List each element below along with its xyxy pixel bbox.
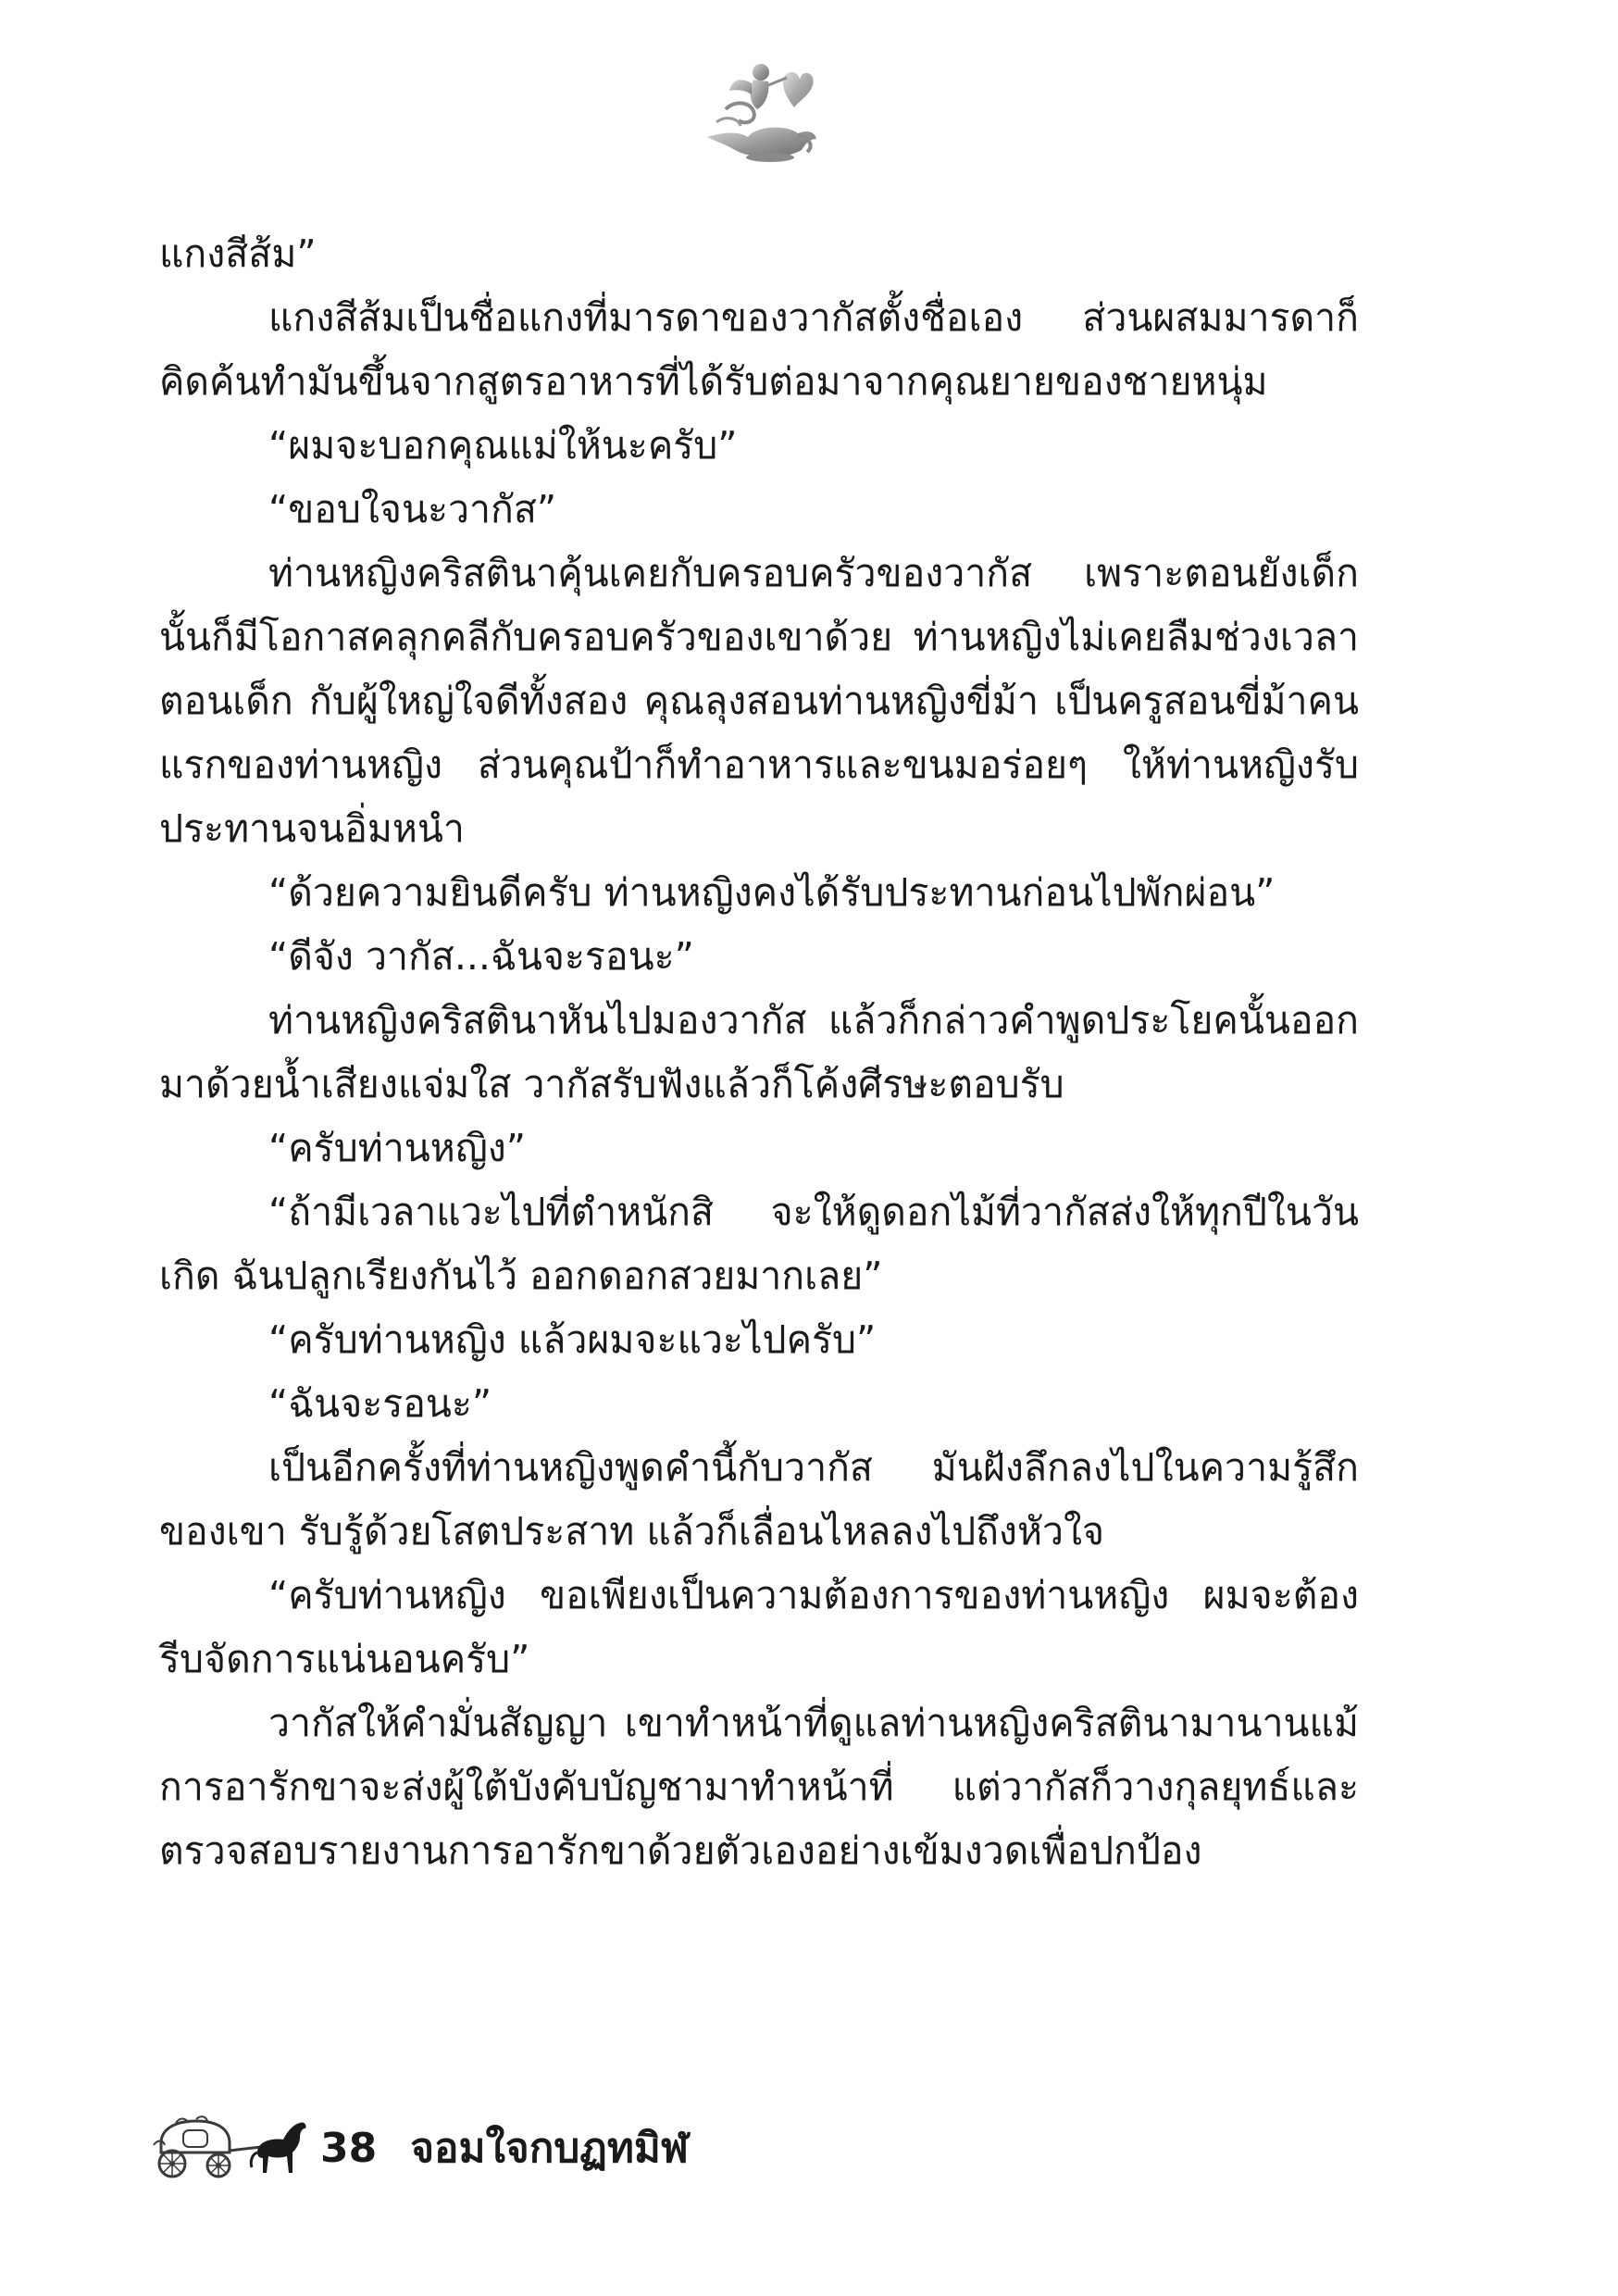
paragraph-11: “ครับท่านหญิง แล้วผมจะแวะไปครับ”: [268, 1317, 877, 1362]
paragraph-1: แกงสีส้ม”: [159, 231, 317, 276]
paragraph-2: แกงสีส้มเป็นชื่อแกงที่มารดาของวากัสตั้งชื่อเอง ส่วนผสมมารดาก็คิดค้นทำมันขึ้นจากสูตรอาหารที่ได้รับต่อมาจากคุณยายของชายหนุ่ม: [159, 295, 1359, 404]
paragraph-14: “ครับท่านหญิง ขอเพียงเป็นความต้องการของท่านหญิง ผมจะต้องรีบจัดการแน่นอนครับ”: [159, 1573, 1359, 1681]
paragraph-3: “ผมจะบอกคุณแม่ให้นะครับ”: [268, 423, 738, 468]
paragraph-5: ท่านหญิงคริสตินาคุ้นเคยกับครอบครัวของวากัส เพราะตอนยังเด็กนั้นก็มีโอกาสคลุกคลีกับครอบครัวของเขาด้วย ท่านหญิงไม่เคยลืมช่วงเวลาตอนเด็ก กับผู้ใหญ่ใจดีทั้งสอง คุณลุงสอนท่านหญิงขี่ม้า เป็นครูสอนขี่ม้าคนแรกของท่านหญิง ส่วนคุณป้าก็ทำอาหารและขนมอร่อยๆ ให้ท่านหญิงรับประทานจนอิ่มหนำ: [159, 551, 1359, 851]
paragraph-12: “ฉันจะรอนะ”: [268, 1381, 492, 1426]
page-footer: [148, 2111, 889, 2185]
paragraph-8: ท่านหญิงคริสตินาหันไปมองวากัส แล้วก็กล่าวคำพูดประโยคนั้นออกมาด้วยน้ำเสียงแจ่มใส วากัสรับฟังแล้วก็โค้งศีรษะตอบรับ: [159, 998, 1359, 1106]
paragraph-13: เป็นอีกครั้งที่ท่านหญิงพูดคำนี้กับวากัส มันฝังลึกลงไปในความรู้สึกของเขา รับรู้ด้วยโสตประสาท แล้วก็เลื่อนไหลลงไปถึงหัวใจ: [159, 1445, 1359, 1554]
paragraph-10: “ถ้ามีเวลาแวะไปที่ตำหนักสิ จะให้ดูดอกไม้ที่วากัสส่งให้ทุกปีในวันเกิด ฉันปลูกเรียงกันไว้ ออกดอกสวยมากเลย”: [159, 1190, 1359, 1298]
paragraph-9: “ครับท่านหญิง”: [268, 1126, 527, 1170]
paragraph-6: “ด้วยความยินดีครับ ท่านหญิงคงได้รับประทานก่อนไปพักผ่อน”: [268, 870, 1276, 915]
lamp-cupid-ornament-icon: [698, 54, 818, 165]
paragraph-4: “ขอบใจนะวากัส”: [268, 487, 557, 531]
book-title: จอมใจกบฏทมิฬ: [410, 2125, 689, 2172]
page-number: 38: [320, 2124, 378, 2172]
carriage-horse-ornament-icon: [148, 2115, 315, 2180]
chapter-body-text: [159, 222, 1359, 1883]
paragraph-7: “ดีจัง วากัส...ฉันจะรอนะ”: [268, 934, 694, 979]
paragraph-15: วากัสให้คำมั่นสัญญา เขาทำหน้าที่ดูแลท่านหญิงคริสตินามานานแม้การอารักขาจะส่งผู้ใต้บังคับบัญชามาทำหน้าที่ แต่วากัสก็วางกุลยุทธ์และตรวจสอบรายงานการอารักขาด้วยตัวเองอย่างเข้มงวดเพื่อปกป้อง: [159, 1701, 1359, 1873]
